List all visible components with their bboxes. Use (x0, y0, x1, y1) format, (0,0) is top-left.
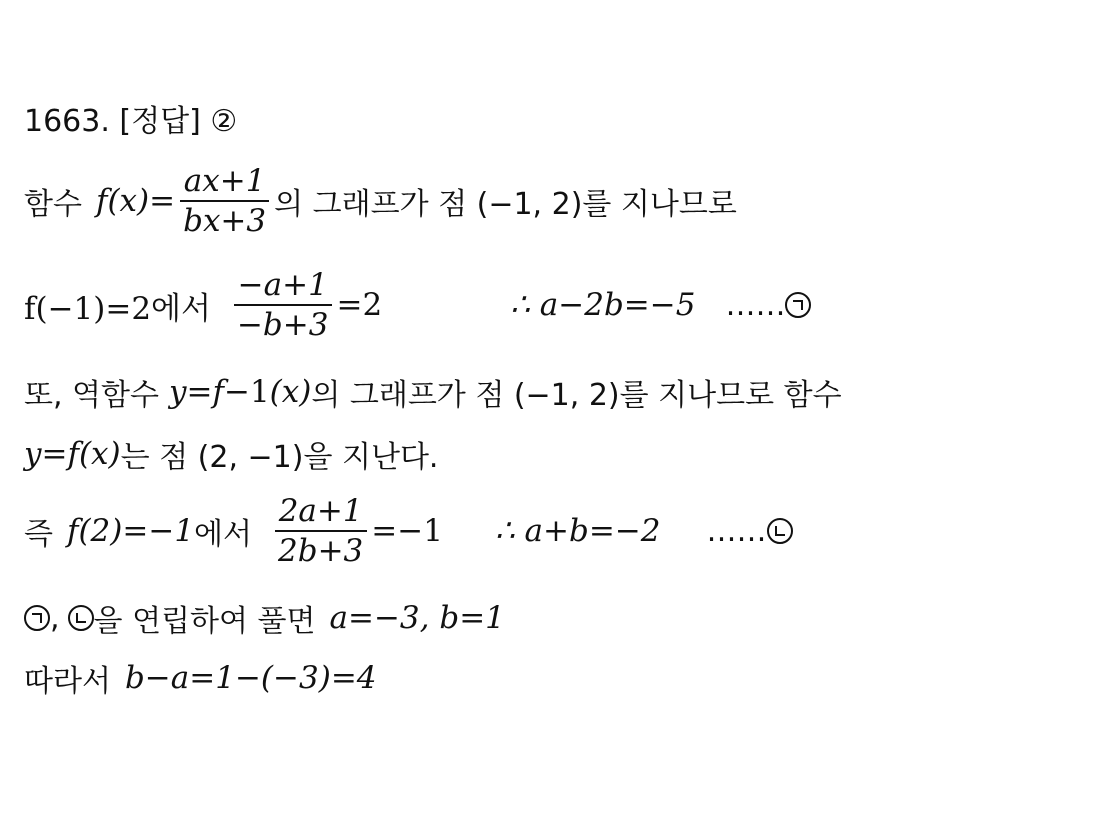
circled-nieun-icon (68, 605, 94, 631)
text: 즉 (24, 517, 53, 553)
text: 는 점 (2, −1)을 지난다. (120, 440, 439, 475)
circled-giyeok-icon (24, 605, 50, 631)
math: (x) (269, 374, 312, 410)
math: b−a=1−(−3)=4 (124, 660, 377, 696)
line-inverse (24, 370, 842, 414)
result: ∴ a+b=−2 (494, 513, 661, 550)
line-substitute-1 (24, 268, 811, 342)
fraction (179, 164, 270, 238)
numerator: 2a+1 (275, 494, 367, 532)
text: 함수 (24, 187, 82, 223)
separator: , (50, 600, 60, 636)
math: y=f (169, 374, 224, 410)
text: 따라서 (24, 664, 111, 699)
math: y=f(x) (24, 436, 121, 472)
text: 을 연립하여 풀면 (93, 604, 316, 639)
math: =−1 (371, 513, 443, 550)
fraction (233, 268, 333, 342)
line-conclusion (24, 656, 377, 700)
circled-giyeok-icon (785, 292, 811, 318)
superscript: −1 (223, 374, 270, 410)
math: a=−3, b=1 (329, 600, 505, 636)
dots: …… (725, 287, 786, 323)
numerator: ax+1 (180, 164, 270, 202)
line-solve (24, 596, 505, 640)
text: 에서 (194, 517, 253, 553)
math: f(−1)=2에서 (24, 290, 211, 327)
text: 의 그래프가 점 (−1, 2)를 지나므로 (274, 187, 737, 223)
denominator: 2b+3 (278, 533, 364, 570)
text: 또, 역함수 (24, 378, 159, 413)
line-function (24, 164, 737, 238)
fraction (274, 494, 367, 568)
numerator: −a+1 (234, 268, 332, 306)
line-passes (24, 432, 438, 476)
denominator: −b+3 (236, 307, 329, 344)
answer-header (24, 96, 237, 140)
math: f(x)= (95, 183, 176, 220)
result: ∴ a−2b=−5 (510, 287, 696, 324)
text: 의 그래프가 점 (−1, 2)를 지나므로 함수 (311, 378, 842, 413)
line-substitute-2 (24, 494, 793, 568)
denominator: bx+3 (183, 203, 267, 240)
circled-nieun-icon (767, 518, 793, 544)
dots: …… (706, 513, 767, 549)
math: f(2)=−1 (66, 513, 195, 550)
header-text: 1663. [정답] ② (24, 104, 238, 139)
math: =2 (336, 287, 383, 324)
